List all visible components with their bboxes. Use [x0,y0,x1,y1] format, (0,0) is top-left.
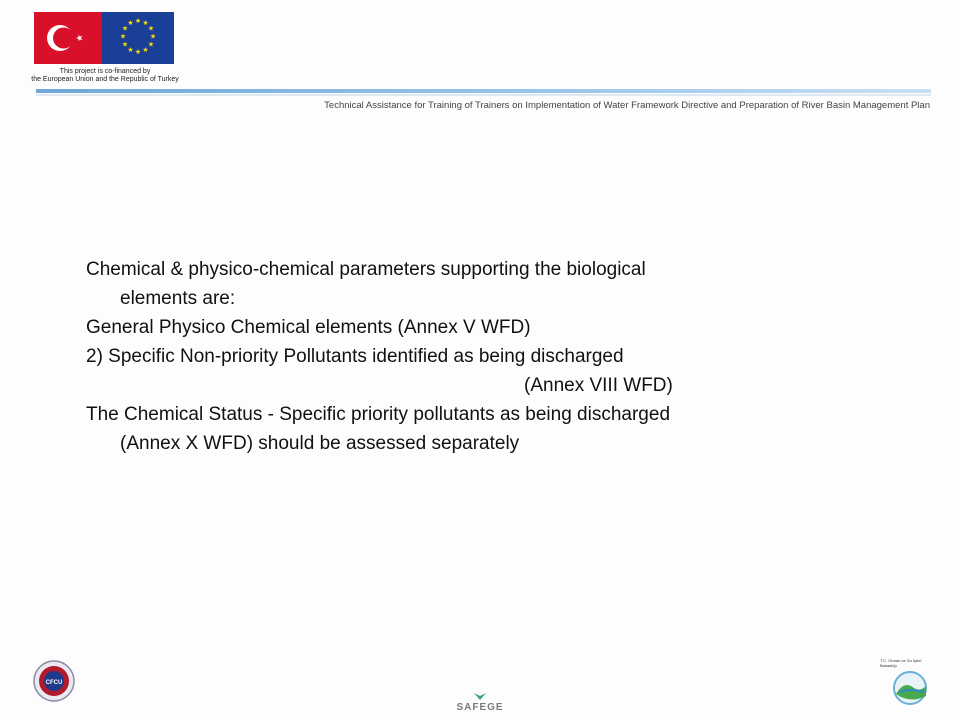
body-line: The Chemical Status - Specific priority pollutants as being discharged [86,404,671,425]
body-line: General Physico Chemical elements (Annex V WFD) [86,317,531,338]
svg-text:★: ★ [119,32,127,41]
body-line: 2) Specific Non-priority Pollutants identified as being discharged [86,346,624,367]
svg-text:★: ★ [147,40,155,49]
svg-text:★: ★ [121,24,129,33]
cofinance-logo [30,10,180,90]
cofinance-text [30,68,180,84]
body-line: (Annex X WFD) should be assessed separately [120,433,520,454]
svg-text:★: ★ [127,46,134,54]
header-divider-light [36,94,931,96]
ministry-logo [880,658,932,706]
header-divider [36,89,931,93]
cofinance-line-1: This project is co-financed by [59,68,151,75]
body-line: Chemical & physico-chemical parameters supporting the biological [86,259,646,280]
cfcu-logo [33,660,75,702]
eu-flag-icon [102,12,174,64]
safege-logo [445,690,515,714]
svg-text:★: ★ [149,32,157,41]
body-line: elements are: [120,288,236,309]
safege-label: SAFEGE [456,702,504,713]
ministry-label: T.C. Orman ve Su İşleri Bakanlığı [880,658,922,668]
body-line: (Annex VIII WFD) [524,375,673,396]
cfcu-label: CFCU [45,680,63,686]
slide-body [86,255,846,458]
turkey-flag-icon [34,12,102,64]
cofinance-line-2: the European Union and the Republic of Turkey [31,76,179,83]
svg-text:★: ★ [121,40,129,49]
svg-text:★: ★ [134,48,142,56]
svg-text:★: ★ [142,46,149,54]
svg-text:★: ★ [142,19,149,27]
svg-text:★: ★ [134,17,142,25]
svg-text:★: ★ [147,24,155,33]
project-title: Technical Assistance for Training of Trainers on Implementation of Water Framework Directive and Preparation of River Basin Management Plan [324,100,930,111]
svg-text:★: ★ [127,19,134,27]
